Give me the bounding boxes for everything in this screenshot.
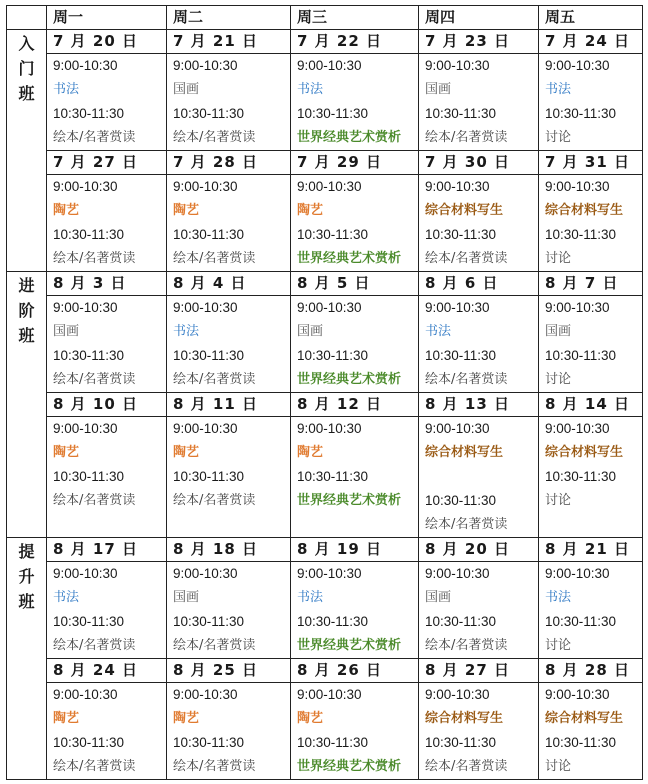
day-sessions-cell (419, 417, 539, 538)
date-label: 8 月 21 日 (545, 540, 630, 558)
course-name: 绘本/名著赏读 (173, 130, 256, 145)
date-label: 8 月 24 日 (53, 661, 138, 679)
session-time: 9:00-10:30 (297, 687, 362, 702)
session-time: 9:00-10:30 (297, 300, 362, 315)
course-name: 世界经典艺术赏析 (297, 251, 402, 266)
session-time: 10:30-11:30 (297, 735, 369, 750)
day-sessions-cell (419, 54, 539, 151)
course-name: 陶艺 (173, 445, 200, 460)
course-name: 绘本/名著赏读 (53, 130, 136, 145)
session-time: 9:00-10:30 (173, 179, 238, 194)
date-label: 8 月 26 日 (297, 661, 382, 679)
session-time: 9:00-10:30 (53, 300, 118, 315)
date-label: 8 月 28 日 (545, 661, 630, 679)
session-time: 10:30-11:30 (545, 469, 617, 484)
course-name: 综合材料写生 (425, 203, 504, 218)
day-sessions-cell (47, 54, 167, 151)
level-label: 提升班 (18, 542, 35, 611)
session-time: 9:00-10:30 (173, 58, 238, 73)
date-label: 8 月 3 日 (53, 274, 127, 292)
course-name: 绘本/名著赏读 (425, 130, 508, 145)
date-cell (167, 659, 291, 683)
sessions-row (7, 683, 643, 780)
course-name: 讨论 (545, 638, 572, 653)
date-cell (167, 393, 291, 417)
session-time: 10:30-11:30 (173, 735, 245, 750)
session-time: 10:30-11:30 (425, 493, 497, 508)
level-label: 入门班 (18, 34, 35, 103)
course-name: 绘本/名著赏读 (425, 251, 508, 266)
course-name: 国画 (425, 590, 452, 605)
day-sessions-cell (291, 417, 419, 538)
date-cell (167, 30, 291, 54)
sessions-row (7, 417, 643, 538)
date-label: 8 月 17 日 (53, 540, 138, 558)
day-sessions-cell (167, 296, 291, 393)
day-sessions-cell (291, 296, 419, 393)
course-name: 绘本/名著赏读 (53, 759, 136, 774)
date-label: 7 月 31 日 (545, 153, 630, 171)
session-time: 10:30-11:30 (545, 348, 617, 363)
session-time: 9:00-10:30 (425, 300, 490, 315)
session-time: 10:30-11:30 (53, 348, 125, 363)
course-name: 绘本/名著赏读 (425, 759, 508, 774)
course-name: 书法 (425, 324, 452, 339)
day-sessions-cell (419, 562, 539, 659)
course-name: 国画 (545, 324, 572, 339)
session-time: 9:00-10:30 (425, 179, 490, 194)
date-label: 7 月 21 日 (173, 32, 258, 50)
course-name: 国画 (53, 324, 80, 339)
day-sessions-cell (539, 417, 643, 538)
sessions-row (7, 296, 643, 393)
date-label: 7 月 20 日 (53, 32, 138, 50)
session-time: 9:00-10:30 (53, 58, 118, 73)
session-time: 9:00-10:30 (425, 421, 490, 436)
session-time: 10:30-11:30 (545, 614, 617, 629)
date-cell (167, 151, 291, 175)
sessions-row (7, 175, 643, 272)
course-name: 绘本/名著赏读 (53, 251, 136, 266)
course-name: 绘本/名著赏读 (53, 372, 136, 387)
date-cell (419, 659, 539, 683)
course-name: 绘本/名著赏读 (425, 372, 508, 387)
date-cell (291, 538, 419, 562)
date-label: 8 月 10 日 (53, 395, 138, 413)
date-row (7, 393, 643, 417)
date-label: 8 月 18 日 (173, 540, 258, 558)
date-row (7, 30, 643, 54)
course-name: 陶艺 (53, 203, 80, 218)
date-cell (539, 272, 643, 296)
date-cell (291, 151, 419, 175)
date-row (7, 538, 643, 562)
date-cell (291, 30, 419, 54)
date-cell (539, 538, 643, 562)
course-name: 书法 (173, 324, 200, 339)
session-time: 9:00-10:30 (297, 566, 362, 581)
date-label: 7 月 29 日 (297, 153, 382, 171)
course-name: 绘本/名著赏读 (173, 493, 256, 508)
date-cell (419, 151, 539, 175)
date-label: 8 月 20 日 (425, 540, 510, 558)
course-name: 世界经典艺术赏析 (297, 759, 402, 774)
session-time: 10:30-11:30 (297, 469, 369, 484)
date-label: 8 月 12 日 (297, 395, 382, 413)
session-time: 10:30-11:30 (53, 614, 125, 629)
date-cell (419, 30, 539, 54)
course-name: 国画 (173, 590, 200, 605)
session-time: 10:30-11:30 (545, 106, 617, 121)
date-label: 7 月 22 日 (297, 32, 382, 50)
course-name: 绘本/名著赏读 (53, 638, 136, 653)
course-name: 书法 (545, 590, 572, 605)
sessions-row (7, 54, 643, 151)
date-cell (419, 272, 539, 296)
schedule-table (6, 5, 643, 780)
session-time: 10:30-11:30 (297, 614, 369, 629)
level-label: 进阶班 (18, 276, 35, 345)
course-name: 绘本/名著赏读 (173, 638, 256, 653)
day-sessions-cell (47, 683, 167, 780)
day-sessions-cell (419, 296, 539, 393)
weekday-header (47, 6, 167, 30)
session-time: 9:00-10:30 (545, 179, 610, 194)
session-time: 9:00-10:30 (173, 687, 238, 702)
session-time: 9:00-10:30 (545, 566, 610, 581)
weekday-label: 周四 (425, 8, 456, 26)
session-time: 10:30-11:30 (173, 469, 245, 484)
date-label: 7 月 23 日 (425, 32, 510, 50)
date-cell (47, 30, 167, 54)
session-time: 9:00-10:30 (53, 687, 118, 702)
weekday-label: 周一 (53, 8, 84, 26)
day-sessions-cell (291, 54, 419, 151)
course-name: 陶艺 (173, 711, 200, 726)
date-label: 8 月 25 日 (173, 661, 258, 679)
date-label: 8 月 6 日 (425, 274, 499, 292)
date-cell (167, 538, 291, 562)
date-cell (291, 272, 419, 296)
date-cell (47, 151, 167, 175)
date-cell (539, 659, 643, 683)
date-cell (419, 538, 539, 562)
date-cell (167, 272, 291, 296)
course-name: 综合材料写生 (545, 445, 624, 460)
session-time: 10:30-11:30 (425, 106, 497, 121)
course-name: 综合材料写生 (425, 711, 504, 726)
course-name: 讨论 (545, 130, 572, 145)
course-name: 绘本/名著赏读 (173, 251, 256, 266)
session-time: 9:00-10:30 (545, 687, 610, 702)
date-label: 8 月 27 日 (425, 661, 510, 679)
session-time: 10:30-11:30 (297, 106, 369, 121)
course-name: 书法 (53, 590, 80, 605)
day-sessions-cell (167, 175, 291, 272)
course-name: 绘本/名著赏读 (425, 517, 508, 532)
session-time: 10:30-11:30 (53, 106, 125, 121)
day-sessions-cell (539, 175, 643, 272)
day-sessions-cell (539, 562, 643, 659)
course-name: 综合材料写生 (545, 711, 624, 726)
date-cell (291, 659, 419, 683)
course-name: 世界经典艺术赏析 (297, 372, 402, 387)
date-cell (47, 272, 167, 296)
course-name: 国画 (173, 82, 200, 97)
date-label: 7 月 27 日 (53, 153, 138, 171)
session-time: 10:30-11:30 (297, 348, 369, 363)
session-time: 10:30-11:30 (545, 227, 617, 242)
session-time: 9:00-10:30 (173, 300, 238, 315)
course-name: 陶艺 (297, 445, 324, 460)
session-time: 9:00-10:30 (173, 421, 238, 436)
session-time: 10:30-11:30 (425, 227, 497, 242)
session-time: 10:30-11:30 (53, 227, 125, 242)
course-name: 讨论 (545, 493, 572, 508)
course-name: 书法 (297, 82, 324, 97)
date-label: 8 月 13 日 (425, 395, 510, 413)
course-name: 陶艺 (297, 203, 324, 218)
day-sessions-cell (291, 683, 419, 780)
course-name: 绘本/名著赏读 (173, 759, 256, 774)
session-time: 10:30-11:30 (545, 735, 617, 750)
session-time: 9:00-10:30 (425, 58, 490, 73)
course-name: 绘本/名著赏读 (53, 493, 136, 508)
session-time: 9:00-10:30 (297, 179, 362, 194)
date-cell (47, 393, 167, 417)
day-sessions-cell (167, 54, 291, 151)
course-name: 世界经典艺术赏析 (297, 130, 402, 145)
weekday-header-row (7, 6, 643, 30)
date-row (7, 151, 643, 175)
course-name: 综合材料写生 (425, 445, 504, 460)
day-sessions-cell (47, 562, 167, 659)
course-name: 陶艺 (173, 203, 200, 218)
date-label: 7 月 28 日 (173, 153, 258, 171)
course-name: 国画 (425, 82, 452, 97)
weekday-label: 周二 (173, 8, 204, 26)
session-time: 9:00-10:30 (425, 566, 490, 581)
day-sessions-cell (167, 683, 291, 780)
date-label: 7 月 30 日 (425, 153, 510, 171)
corner-cell (7, 6, 47, 30)
course-name: 陶艺 (53, 711, 80, 726)
course-name: 世界经典艺术赏析 (297, 493, 402, 508)
session-time: 10:30-11:30 (173, 348, 245, 363)
course-name: 世界经典艺术赏析 (297, 638, 402, 653)
date-label: 8 月 4 日 (173, 274, 247, 292)
session-time: 9:00-10:30 (173, 566, 238, 581)
date-label: 8 月 19 日 (297, 540, 382, 558)
date-row (7, 659, 643, 683)
session-time: 10:30-11:30 (297, 227, 369, 242)
level-cell (7, 538, 47, 780)
course-name: 书法 (545, 82, 572, 97)
day-sessions-cell (539, 296, 643, 393)
day-sessions-cell (419, 175, 539, 272)
session-time: 9:00-10:30 (425, 687, 490, 702)
session-time: 10:30-11:30 (173, 106, 245, 121)
weekday-header (167, 6, 291, 30)
session-time: 9:00-10:30 (545, 421, 610, 436)
date-cell (47, 659, 167, 683)
session-time: 10:30-11:30 (173, 227, 245, 242)
day-sessions-cell (167, 417, 291, 538)
date-cell (47, 538, 167, 562)
weekday-header (291, 6, 419, 30)
weekday-header (419, 6, 539, 30)
weekday-label: 周五 (545, 8, 576, 26)
date-cell (539, 30, 643, 54)
date-label: 7 月 24 日 (545, 32, 630, 50)
date-cell (539, 151, 643, 175)
course-name: 讨论 (545, 372, 572, 387)
date-label: 8 月 11 日 (173, 395, 258, 413)
day-sessions-cell (47, 417, 167, 538)
day-sessions-cell (419, 683, 539, 780)
session-time: 10:30-11:30 (425, 614, 497, 629)
level-cell (7, 272, 47, 538)
session-time: 9:00-10:30 (53, 566, 118, 581)
session-time: 10:30-11:30 (53, 469, 125, 484)
date-cell (291, 393, 419, 417)
date-row (7, 272, 643, 296)
session-time: 9:00-10:30 (297, 421, 362, 436)
session-time: 9:00-10:30 (297, 58, 362, 73)
session-time: 10:30-11:30 (173, 614, 245, 629)
session-time: 9:00-10:30 (545, 58, 610, 73)
course-name: 书法 (53, 82, 80, 97)
course-name: 陶艺 (297, 711, 324, 726)
course-name: 讨论 (545, 759, 572, 774)
session-time: 9:00-10:30 (545, 300, 610, 315)
session-time: 9:00-10:30 (53, 179, 118, 194)
date-cell (539, 393, 643, 417)
weekday-label: 周三 (297, 8, 328, 26)
day-sessions-cell (167, 562, 291, 659)
day-sessions-cell (47, 296, 167, 393)
session-time: 10:30-11:30 (425, 735, 497, 750)
course-name: 讨论 (545, 251, 572, 266)
session-time: 10:30-11:30 (53, 735, 125, 750)
course-name: 国画 (297, 324, 324, 339)
course-name: 绘本/名著赏读 (173, 372, 256, 387)
weekday-header (539, 6, 643, 30)
day-sessions-cell (539, 54, 643, 151)
date-label: 8 月 14 日 (545, 395, 630, 413)
day-sessions-cell (291, 175, 419, 272)
course-name: 绘本/名著赏读 (425, 638, 508, 653)
sessions-row (7, 562, 643, 659)
course-name: 书法 (297, 590, 324, 605)
course-name: 陶艺 (53, 445, 80, 460)
spacer-line (425, 465, 538, 489)
level-cell (7, 30, 47, 272)
course-name: 综合材料写生 (545, 203, 624, 218)
date-label: 8 月 5 日 (297, 274, 371, 292)
day-sessions-cell (539, 683, 643, 780)
date-label: 8 月 7 日 (545, 274, 619, 292)
session-time: 9:00-10:30 (53, 421, 118, 436)
day-sessions-cell (291, 562, 419, 659)
day-sessions-cell (47, 175, 167, 272)
session-time: 10:30-11:30 (425, 348, 497, 363)
date-cell (419, 393, 539, 417)
